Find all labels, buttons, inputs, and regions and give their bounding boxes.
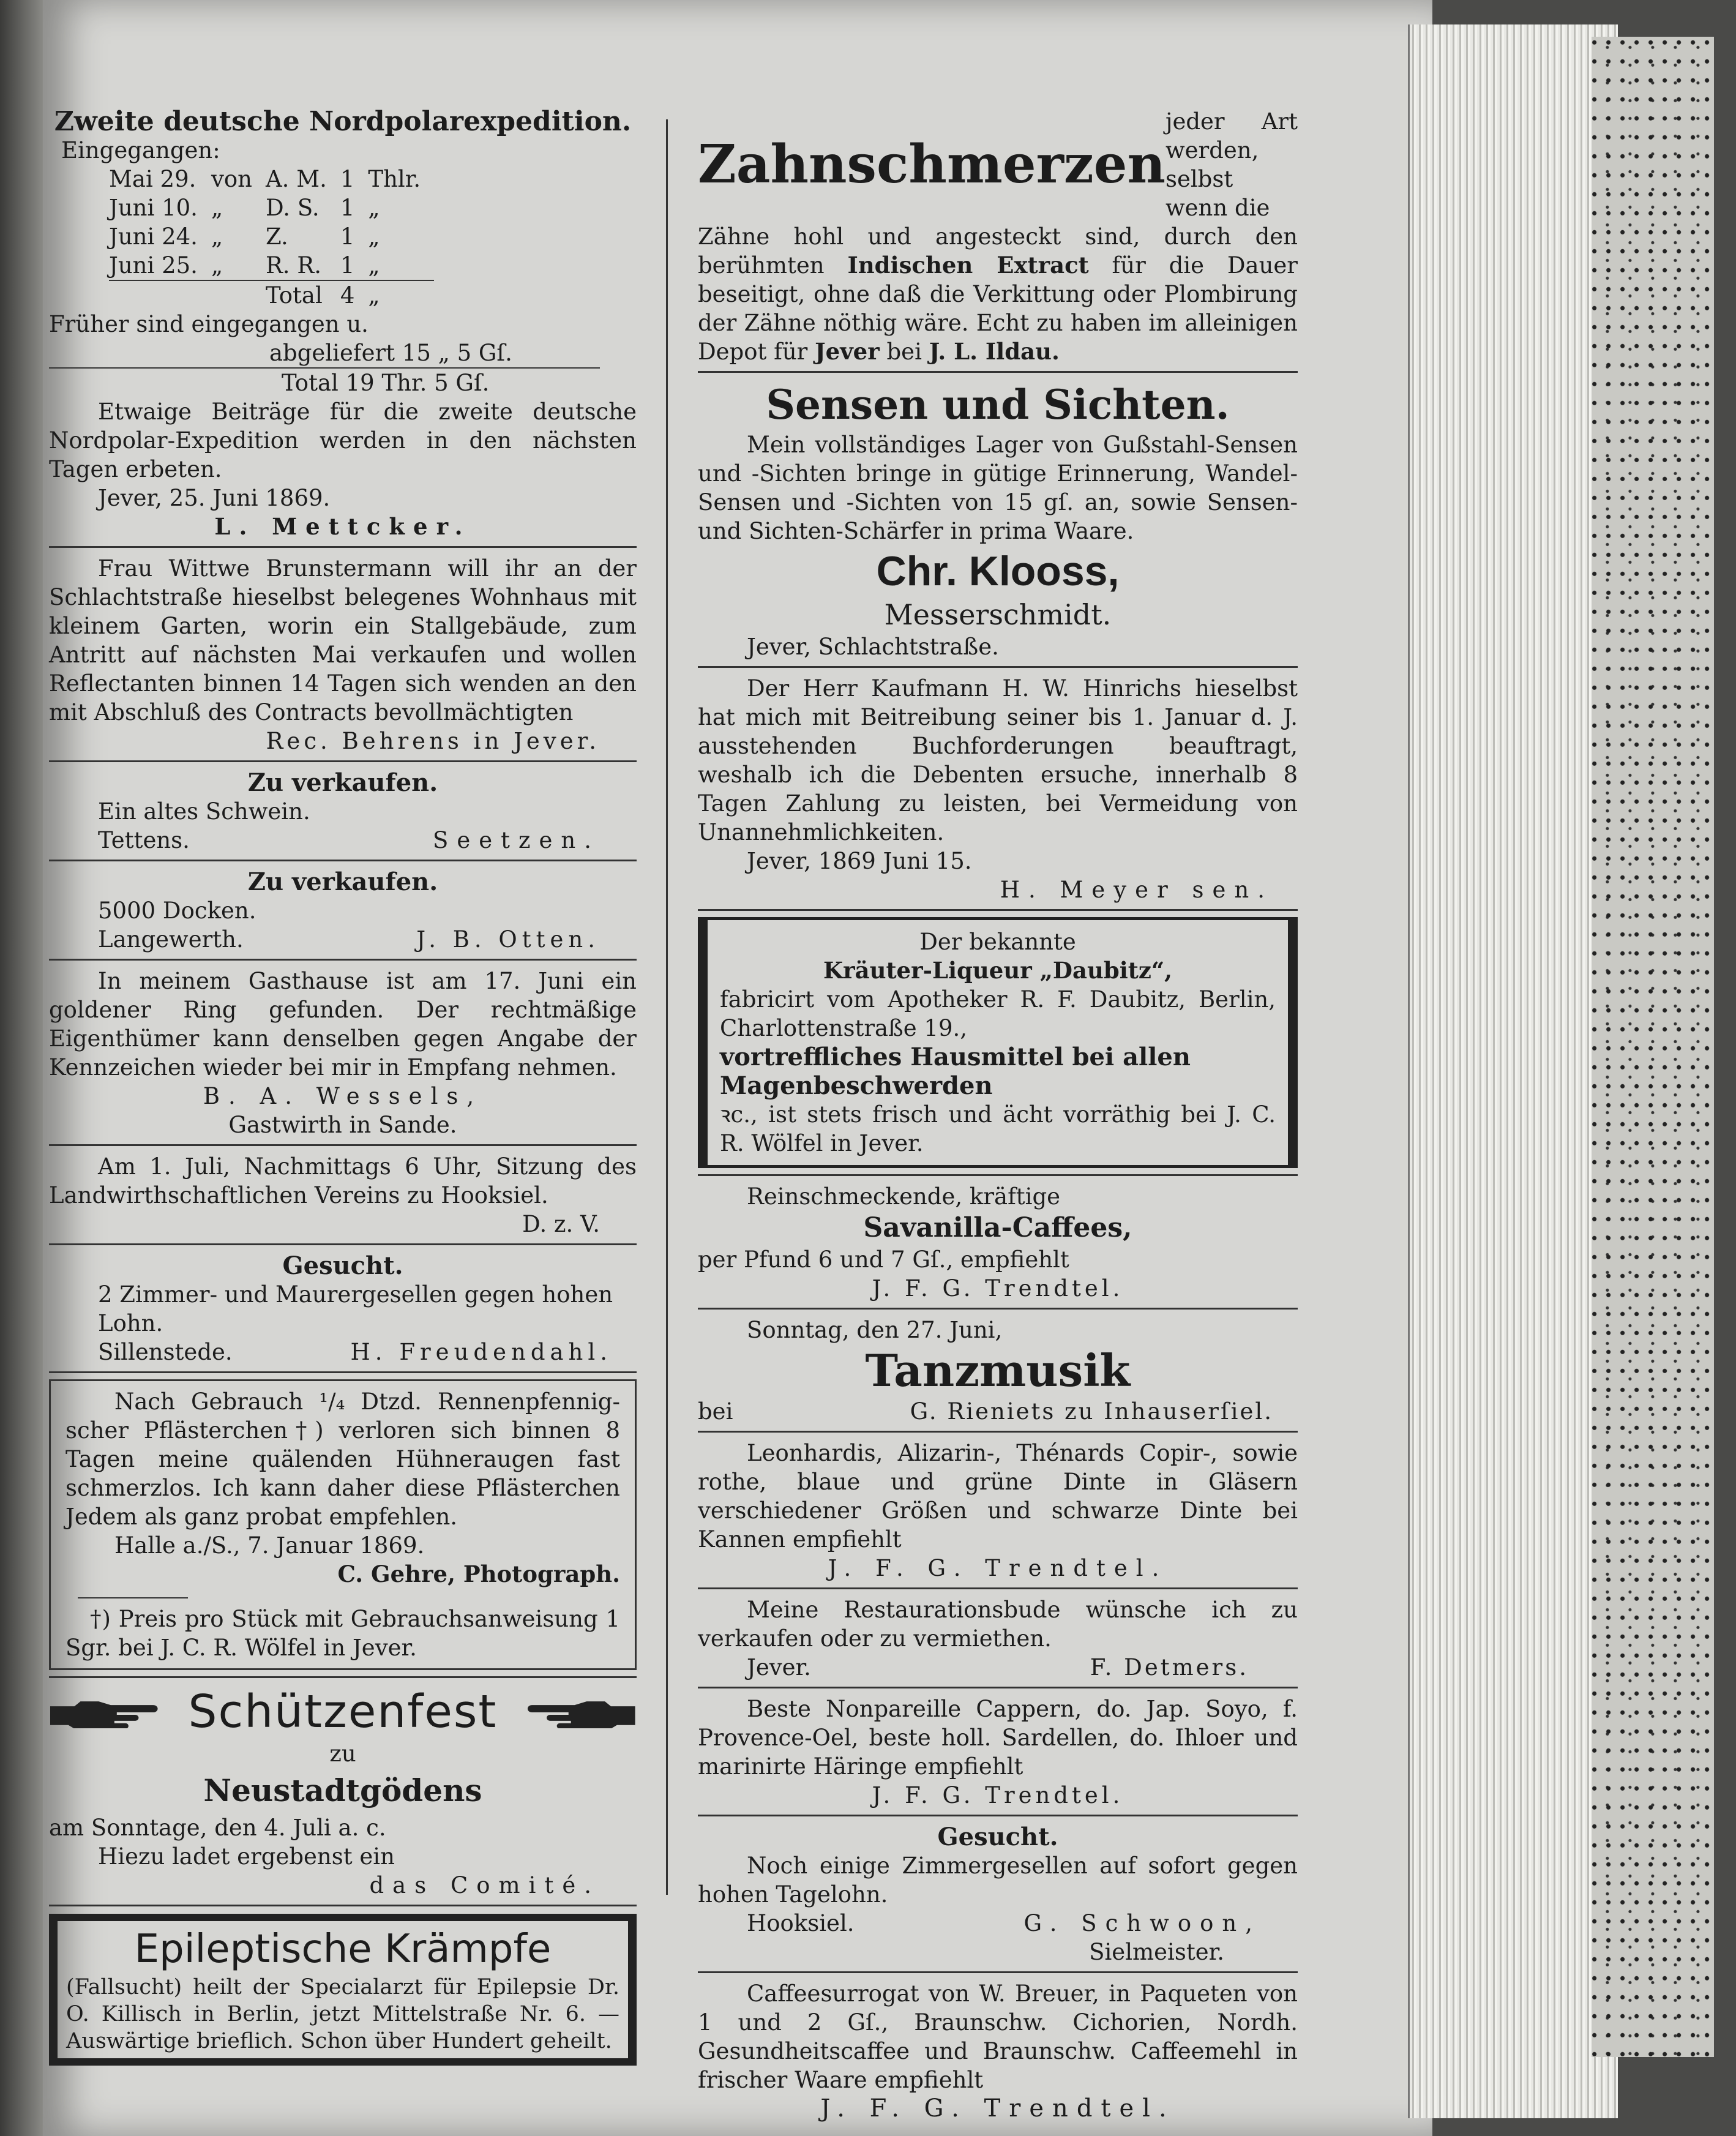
- scythe-body: Mein vollständiges Lager von Gußstahl-Sensen und -Sichten bringe in gütige Erinnerung, Wandel-Sensen und -Sichten von 15 gſ. an, sowie Sensen- und Sichten-Schärfer in prima Waare.: [698, 432, 1298, 544]
- liqueur-rest: ꝛc., ist stets frisch und ächt vorräthig bei J. C. R. Wölfel in Jever.: [720, 1101, 1276, 1156]
- meeting-notice: [49, 1152, 637, 1239]
- wanted-body: 2 Zimmer- und Maurergesellen gegen hohen Lohn.: [98, 1281, 613, 1336]
- hinrichs-place-date: Jever, 1869 Juni 15.: [747, 848, 972, 874]
- hinrichs-notice: [698, 674, 1298, 904]
- carpenters-body: Noch einige Zimmergesellen auf sofort gegen hohen Tagelohn.: [698, 1853, 1298, 1908]
- booth-ad: [698, 1595, 1298, 1682]
- ink-body: Leonhardis, Alizarin-, Thénards Copir-, sowie rothe, blaue und grüne Dinte in Gläsern verschiedener Größen und schwarze Dinte bei Kannen empfiehlt: [698, 1440, 1298, 1553]
- received-label: Eingegangen:: [61, 137, 220, 163]
- tooth-depot-name: J. L. Ildau.: [929, 338, 1060, 365]
- hinrichs-signature: H. Meyer sen.: [1000, 877, 1273, 903]
- plaster-place-date: Halle a./S., 7. Januar 1869.: [114, 1532, 425, 1559]
- coffee-surrogate-ad: [698, 1979, 1298, 2123]
- brunstermann-notice: [49, 554, 637, 755]
- epilepsy-title: Epileptische Krämpfe: [134, 1927, 552, 1972]
- separator: [698, 371, 1298, 373]
- tooth-depot-place: Jever: [815, 338, 880, 365]
- schuetzenfest-ad: [49, 1684, 637, 1900]
- polar-body: Etwaige Beiträge für die zweite deutsche Nordpolar-Expedition werden in den nächsten Tagen erbeten.: [49, 399, 637, 482]
- tooth-body-pre: Zähne hohl und angesteckt sind, durch den berühmten: [698, 223, 1298, 279]
- sale-item: Ein altes Schwein.: [98, 798, 310, 825]
- plaster-body: Nach Gebrauch ¹/₄ Dtzd. Rennenpfennig-scher Pflästerchen†) verloren sich binnen 8 Tagen meine quälenden Hühneraugen fast schmerzlos. Ich kann daher diese Pflästerchen Jedem als ganz probat empfehlen.: [65, 1388, 620, 1530]
- separator: [49, 1144, 637, 1146]
- earlier-line: Früher sind eingegangen u.: [49, 311, 369, 337]
- capers-ad: [698, 1695, 1298, 1810]
- coffee-title: Savanilla-Caffees,: [863, 1212, 1132, 1243]
- separator: [698, 666, 1298, 668]
- sale-name: Seetzen.: [433, 827, 600, 853]
- scythe-ad: [698, 379, 1298, 661]
- footnote-rule: [78, 1597, 188, 1598]
- total-row: Total 4 „: [109, 280, 434, 310]
- scythe-trade: Messerschmidt.: [884, 598, 1112, 631]
- table-row: Juni 25. „ R. R. 1 „: [109, 252, 380, 279]
- separator: [698, 1431, 1298, 1433]
- fest-place: Neustadtgödens: [203, 1772, 482, 1808]
- meeting-signature: D. z. V.: [522, 1211, 600, 1237]
- separator: [698, 1587, 1298, 1589]
- donation-table: [109, 165, 434, 310]
- separator: [49, 1676, 637, 1678]
- fest-invite: Hiezu ladet ergebenst ein: [98, 1843, 395, 1870]
- scythe-title: Sensen und Sichten.: [766, 381, 1230, 429]
- coffee-signature: J. F. G. Trendtel.: [872, 1275, 1124, 1302]
- separator: [698, 1308, 1298, 1310]
- polar-signature: L. Mettcker.: [214, 513, 471, 540]
- brunstermann-body: Frau Wittwe Brunstermann will ihr an der Schlachtstraße hieselbst belegenes Wohnhaus mit kleinem Garten, worin ein Stallgebäude, zum Antritt auf nächsten Mai verkaufen und wollen Reflectanten binnen 14 Tagen sich wenden an den mit Abschluß des Contracts bevollmächtigten: [49, 555, 637, 725]
- earlier-amount: abgeliefert 15 „ 5 Gſ.: [269, 340, 512, 366]
- grand-total: Total 19 Thr. 5 Gſ.: [49, 367, 600, 397]
- scythe-name: Chr. Klooss,: [876, 548, 1120, 594]
- ring-signature: B. A. Wessels,: [203, 1083, 483, 1109]
- brunstermann-signature: Rec. Behrens in Jever.: [266, 728, 600, 754]
- separator: [49, 546, 637, 548]
- fest-zu: zu: [329, 1741, 356, 1767]
- separator: [698, 1971, 1298, 1973]
- ink-signature: J. F. G. Trendtel.: [828, 1555, 1168, 1581]
- separator: [698, 1174, 1298, 1176]
- tooth-product: Indischen Extract: [847, 252, 1089, 279]
- right-column: [698, 107, 1298, 2127]
- plaster-footnote: †) Preis pro Stück mit Gebrauchsanweisung 1 Sgr. bei J. C. R. Wölfel in Jever.: [65, 1606, 620, 1661]
- separator: [698, 1815, 1298, 1816]
- sale-item: 5000 Docken.: [98, 897, 256, 924]
- booth-name: F. Detmers.: [1090, 1654, 1249, 1681]
- ring-body: In meinem Gasthause ist am 17. Juni ein goldener Ring gefunden. Der rechtmäßige Eigenthümer kann denselben gegen Angabe der Kennzeichen wieder bei mir in Empfang nehmen.: [49, 968, 637, 1081]
- liqueur-claim: vortreffliches Hausmittel bei allen Magenbeschwerden: [720, 1043, 1191, 1100]
- polar-place-date: Jever, 25. Juni 1869.: [98, 485, 331, 511]
- booth-place: Jever.: [747, 1654, 811, 1681]
- separator: [49, 1243, 637, 1245]
- fest-signature: das Comité.: [369, 1872, 600, 1898]
- carpenters-title: Gesucht.: [937, 1823, 1058, 1851]
- separator: [49, 760, 637, 762]
- separator: [49, 860, 637, 861]
- table-row: Juni 24. „ Z. 1 „: [109, 223, 380, 250]
- dance-line1: Sonntag, den 27. Juni,: [747, 1317, 1003, 1343]
- wanted-masons: [49, 1251, 637, 1366]
- pointing-hand-right-icon: [49, 1695, 189, 1728]
- table-row: Juni 10. „ D. S. 1 „: [109, 195, 380, 221]
- coffee-price: per Pfund 6 und 7 Gſ., empfiehlt: [698, 1246, 1069, 1273]
- tooth-side: jeder Art werden, selbst wenn die: [1165, 108, 1298, 221]
- surrogate-signature: J. F. G. Trendtel.: [820, 2094, 1175, 2123]
- surrogate-body: Caffeesurrogat von W. Breuer, in Paqueten von 1 und 2 Gſ., Braunschw. Cichorien, Nordh. Gesundheitscaffee und Braunschw. Caffeemehl in frischer Waare empfiehlt: [698, 1980, 1298, 2093]
- liqueur-body: fabricirt vom Apotheker R. F. Daubitz, Berlin, Charlottenstraße 19.,: [720, 986, 1276, 1041]
- capers-body: Beste Nonpareille Cappern, do. Jap. Soyo, f. Provence-Oel, beste holl. Sardellen, do. Ihloer und marinirte Häringe empfiehlt: [698, 1696, 1298, 1780]
- toothache-ad: [698, 107, 1298, 366]
- fest-date: am Sonntage, den 4. Juli a. c.: [49, 1815, 386, 1841]
- wanted-name: H. Freudendahl.: [350, 1339, 612, 1365]
- sale-place: Langewerth.: [98, 926, 244, 953]
- pointing-hand-left-icon: [497, 1695, 637, 1728]
- capers-signature: J. F. G. Trendtel.: [872, 1782, 1124, 1808]
- sale-title: Zu verkaufen.: [247, 768, 438, 797]
- dance-title: Tanzmusik: [865, 1344, 1131, 1396]
- sale-place: Tettens.: [98, 827, 190, 853]
- booth-body: Meine Restaurationsbude wünsche ich zu verkaufen oder zu vermiethen.: [698, 1597, 1298, 1652]
- separator: [49, 1905, 637, 1906]
- separator: [698, 909, 1298, 911]
- coffee-line1: Reinschmeckende, kräftige: [747, 1183, 1061, 1210]
- sale-name: J. B. Otten.: [416, 926, 600, 953]
- tooth-title: Zahnschmerzen: [698, 133, 1165, 195]
- dance-bei: bei: [698, 1398, 733, 1425]
- ring-signature-trade: Gastwirth in Sande.: [228, 1112, 457, 1138]
- liqueur-ad: [698, 917, 1298, 1168]
- separator: [49, 1371, 637, 1373]
- book-spine: [0, 0, 43, 2136]
- separator: [698, 1687, 1298, 1688]
- speckled-edge: [1592, 37, 1714, 2057]
- fest-title: Schützenfest: [188, 1685, 498, 1738]
- carpenters-trade: Sielmeister.: [1089, 1939, 1224, 1965]
- epilepsy-ad: [49, 1914, 637, 2066]
- carpenters-name: G. Schwoon,: [1023, 1910, 1261, 1936]
- separator: [49, 959, 637, 961]
- page-edges: [1408, 24, 1618, 2118]
- sale-pig: [49, 768, 637, 855]
- dance-ad: [698, 1316, 1298, 1426]
- sale-docken: [49, 868, 637, 954]
- wanted-place: Sillenstede.: [98, 1339, 233, 1365]
- tooth-depot-bei: bei: [886, 339, 922, 365]
- carpenters-place: Hooksiel.: [747, 1910, 855, 1936]
- ink-ad: [698, 1439, 1298, 1583]
- meeting-body: Am 1. Juli, Nachmittags 6 Uhr, Sitzung des Landwirthschaftlichen Vereins zu Hooksiel.: [49, 1153, 637, 1209]
- carpenters-wanted: [698, 1823, 1298, 1966]
- savanilla-coffee-ad: [698, 1182, 1298, 1303]
- hinrichs-body: Der Herr Kaufmann H. W. Hinrichs hieselbst hat mich mit Beitreibung seiner bis 1. Januar d. J. ausstehenden Buchforderungen beauftragt, weshalb ich die Debenten ersuche, innerhalb 8 Tagen Zahlung zu leisten, bei Vermeidung von Unannehmlichkeiten.: [698, 675, 1298, 845]
- column-divider: [666, 119, 668, 1895]
- scythe-place: Jever, Schlachtstraße.: [747, 634, 999, 660]
- tooth-body-post: für die Dauer beseitigt, ohne daß die Verkittung oder Plombirung der Zähne nöthig wäre. Echt zu haben im alleinigen Depot für: [698, 252, 1298, 365]
- wanted-title: Gesucht.: [282, 1251, 403, 1280]
- table-row: Mai 29. von A. M. 1 Thlr.: [109, 166, 421, 192]
- plaster-signature: C. Gehre, Photograph.: [337, 1561, 620, 1587]
- found-ring-notice: [49, 967, 637, 1139]
- polar-title: Zweite deutsche Nordpolarexpedition.: [54, 106, 632, 137]
- polar-expedition-notice: [49, 107, 637, 541]
- plaster-ad: [49, 1379, 637, 1670]
- left-column: [49, 107, 637, 2073]
- epilepsy-body: (Fallsucht) heilt der Specialarzt für Epilepsie Dr. O. Killisch in Berlin, jetzt Mittelstraße Nr. 6. — Auswärtige brieflich. Schon über Hundert geheilt.: [66, 1975, 619, 2053]
- liqueur-name: Kräuter-Liqueur „Daubitz“,: [823, 957, 1173, 984]
- sale-title: Zu verkaufen.: [247, 868, 438, 896]
- liqueur-line1: Der bekannte: [919, 929, 1076, 955]
- dance-host: G. Rieniets zu Inhauserſiel.: [910, 1398, 1273, 1425]
